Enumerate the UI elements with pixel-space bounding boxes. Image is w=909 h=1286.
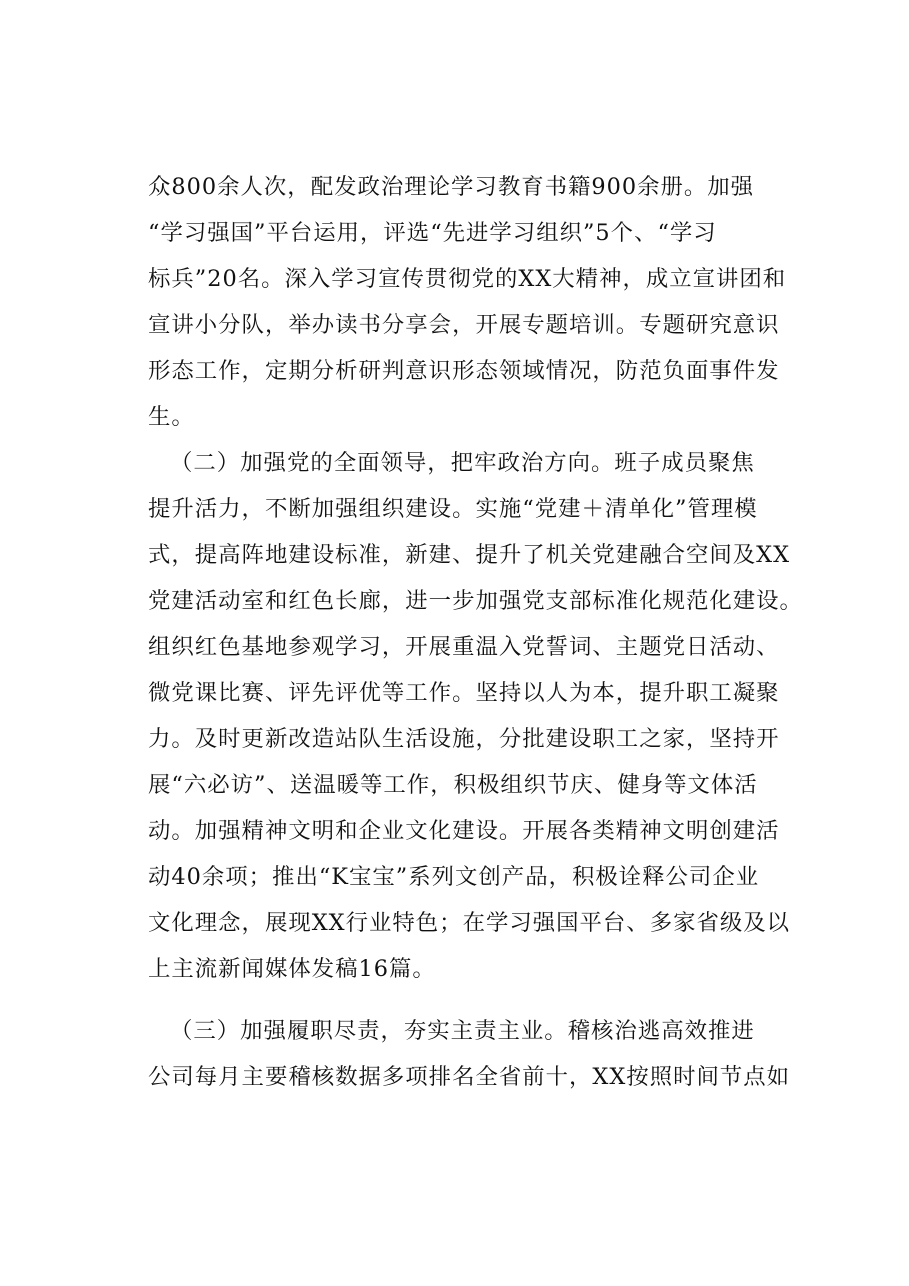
text-line: 标兵”20名。深入学习宣传贯彻党的XX大精神，成立宣讲团和 — [148, 266, 787, 292]
text-line: 微党课比赛、评先评优等工作。坚持以人为本，提升职工凝聚 — [148, 680, 780, 706]
text-line: “学习强国”平台运用，评选“先进学习组织”5个、“学习 — [148, 220, 717, 246]
text-line: 宣讲小分队，举办读书分享会，开展专题培训。专题研究意识 — [148, 312, 780, 338]
text-line: 提升活力，不断加强组织建设。实施“党建＋清单化”管理模 — [148, 496, 758, 522]
text-line: 形态工作，定期分析研判意识形态领域情况，防范负面事件发 — [148, 358, 780, 384]
text-line: 动。加强精神文明和企业文化建设。开展各类精神文明创建活 — [148, 818, 780, 844]
text-line: 动40余项；推出“K宝宝”系列文创产品，积极诠释公司企业 — [148, 864, 760, 890]
text-line: 力。及时更新改造站队生活设施，分批建设职工之家，坚持开 — [148, 726, 780, 752]
text-line: 众800余人次，配发政治理论学习教育书籍900余册。加强 — [148, 174, 755, 200]
text-line: 公司每月主要稽核数据多项排名全省前十，XX按照时间节点如 — [148, 1064, 791, 1090]
text-line: 组织红色基地参观学习，开展重温入党誓词、主题党日活动、 — [148, 634, 780, 660]
text-line: 式，提高阵地建设标准，新建、提升了机关党建融合空间及XX — [148, 542, 791, 568]
text-line: 生。 — [148, 404, 195, 430]
text-line: 文化理念，展现XX行业特色；在学习强国平台、多家省级及以 — [148, 910, 791, 936]
text-line: 上主流新闻媒体发稿16篇。 — [148, 956, 436, 982]
text-line: 党建活动室和红色长廊，进一步加强党支部标准化规范化建设。 — [148, 588, 803, 614]
text-line: 展“六必访”、送温暖等工作，积极组织节庆、健身等文体活 — [148, 772, 758, 798]
paragraph-heading-2: （二）加强党的全面领导，把牢政治方向。班子成员聚焦 — [170, 450, 755, 476]
paragraph-heading-3: （三）加强履职尽责，夯实主责主业。稽核治逃高效推进 — [170, 1018, 755, 1044]
